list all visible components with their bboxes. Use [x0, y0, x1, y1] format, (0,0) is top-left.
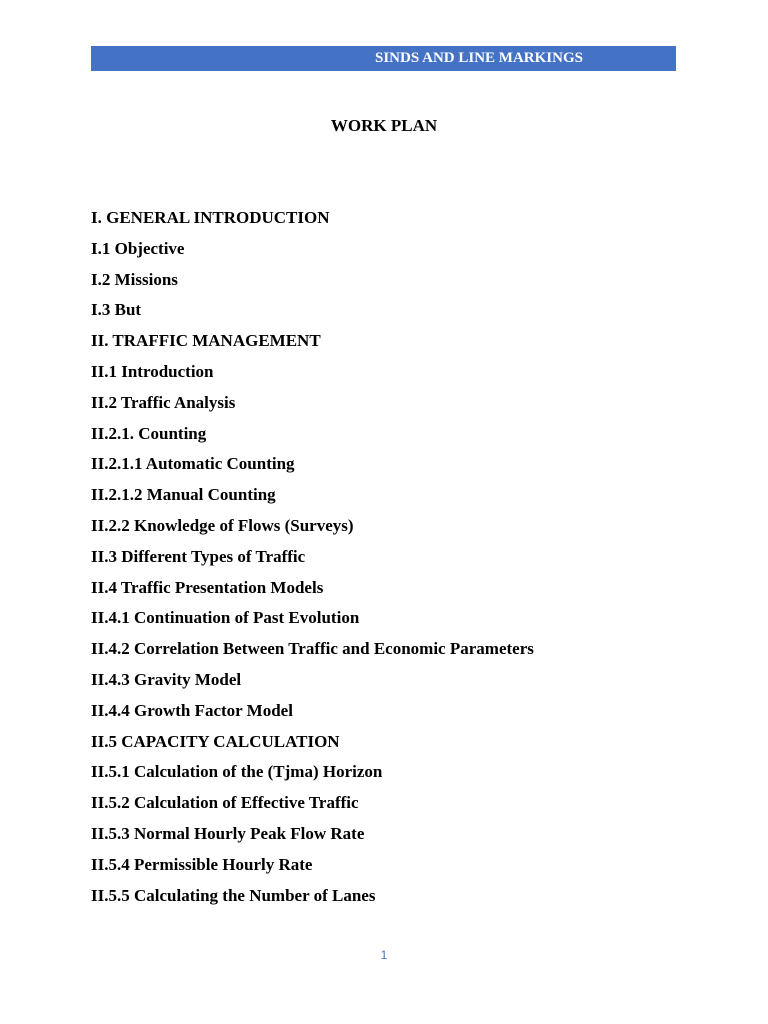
toc-item: II.2 Traffic Analysis [91, 392, 236, 412]
toc-item: II.3 Different Types of Traffic [91, 546, 306, 566]
toc-item: I.1 Objective [91, 238, 185, 258]
toc-item: I.3 But [91, 300, 142, 320]
toc-item: II.1 Introduction [91, 361, 214, 381]
toc-item: II.2.1.2 Manual Counting [91, 485, 276, 505]
toc-item: II.5.4 Permissible Hourly Rate [91, 854, 313, 874]
toc-item: II.4.3 Gravity Model [91, 669, 242, 689]
toc-item: II.2.1. Counting [91, 423, 207, 443]
table-of-contents [91, 208, 534, 916]
toc-item: II. TRAFFIC MANAGEMENT [91, 331, 321, 351]
toc-item: II.4.4 Growth Factor Model [91, 700, 293, 720]
page-number: 1 [380, 948, 388, 962]
toc-item: II.4.1 Continuation of Past Evolution [91, 608, 360, 628]
toc-item: II.2.2 Knowledge of Flows (Surveys) [91, 515, 354, 535]
toc-item: II.2.1.1 Automatic Counting [91, 454, 295, 474]
header-title: SINDS AND LINE MARKINGS [375, 50, 583, 66]
toc-item: II.5 CAPACITY CALCULATION [91, 731, 340, 751]
header-bar [91, 46, 676, 71]
toc-item: II.5.3 Normal Hourly Peak Flow Rate [91, 823, 365, 843]
toc-item: I. GENERAL INTRODUCTION [91, 208, 330, 227]
toc-item: II.4.2 Correlation Between Traffic and Economic Parameters [91, 639, 534, 659]
toc-item: I.2 Missions [91, 269, 178, 289]
document-title: WORK PLAN [330, 116, 438, 135]
toc-item: II.5.2 Calculation of Effective Traffic [91, 793, 359, 813]
toc-item: II.5.1 Calculation of the (Tjma) Horizon [91, 762, 383, 782]
toc-item: II.4 Traffic Presentation Models [91, 577, 324, 597]
toc-item: II.5.5 Calculating the Number of Lanes [91, 885, 376, 905]
